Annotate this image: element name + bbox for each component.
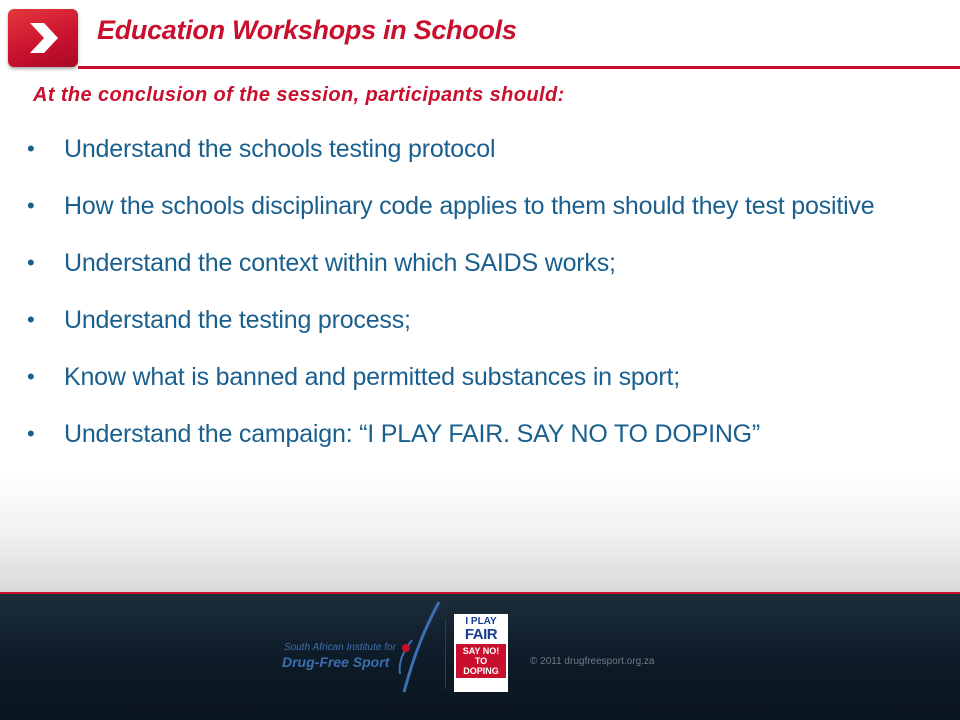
list-item-text: Understand the testing process; [64, 306, 411, 334]
list-item-text: Understand the context within which SAIDS works; [64, 249, 616, 277]
badge-red-block [456, 644, 506, 678]
logo-institute-text: South African Institute for [284, 642, 396, 653]
slide-title: Education Workshops in Schools [97, 15, 517, 45]
badge-line1: I PLAY [465, 616, 497, 627]
footer-bar [0, 592, 960, 720]
badge-line3: SAY NO! [462, 646, 500, 656]
badge-line4: TO DOPING [463, 656, 499, 676]
slide-subtitle: At the conclusion of the session, participants should: [33, 84, 565, 106]
bullet-marker: • [27, 136, 35, 161]
play-fair-badge [454, 614, 508, 692]
list-item [27, 417, 907, 451]
list-item [27, 360, 907, 394]
list-item-text: Understand the schools testing protocol [64, 135, 496, 163]
bullet-marker: • [27, 364, 35, 389]
bullet-marker: • [27, 250, 35, 275]
saids-logo [284, 600, 454, 690]
copyright-text: © 2011 drugfreesport.org.za [530, 656, 655, 667]
athlete-swoosh-icon [384, 600, 444, 695]
list-item [27, 303, 907, 337]
bullet-marker: • [27, 421, 35, 446]
list-item [27, 189, 907, 223]
bullet-marker: • [27, 307, 35, 332]
list-item-text: How the schools disciplinary code applies to them should they test positive [64, 192, 875, 220]
list-item [27, 132, 907, 166]
objectives-list [27, 132, 907, 474]
list-item-text: Know what is banned and permitted substances in sport; [64, 363, 680, 391]
footer-divider [445, 619, 446, 689]
list-item [27, 246, 907, 280]
bullet-marker: • [27, 193, 35, 218]
badge-line2: FAIR [464, 626, 498, 643]
header-badge [8, 9, 78, 67]
list-item-text: Understand the campaign: “I PLAY FAIR. SAY NO TO DOPING” [64, 420, 761, 448]
chevron-right-icon [22, 19, 64, 57]
logo-name-text: Drug-Free Sport [282, 654, 390, 670]
title-divider [78, 66, 960, 69]
